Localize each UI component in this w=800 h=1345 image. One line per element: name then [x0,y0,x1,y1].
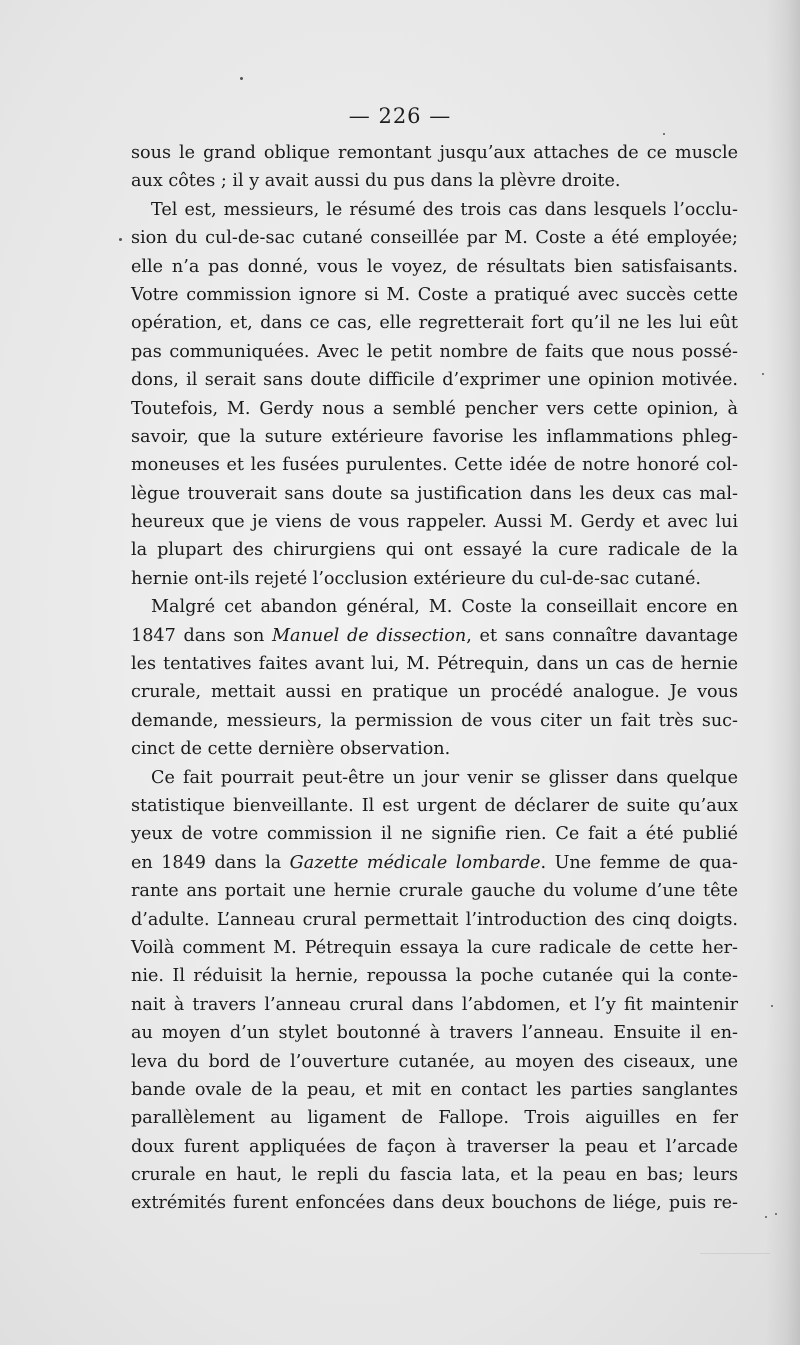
text-line: demande, messieurs, la permission de vous citer un fait très suc- [131,710,738,731]
text-line: la plupart des chirurgiens qui ont essayé la cure radicale de la [131,540,738,561]
ink-speck [765,1216,767,1218]
text-line: moneuses et les fusées purulentes. Cette idée de notre honoré col- [131,455,738,476]
text-line: extrémités furent enfoncées dans deux bouchons de liége, puis re- [131,1193,738,1214]
text-line: Malgré cet abandon général, M. Coste la conseillait encore en [151,597,738,618]
text-line: yeux de votre commission il ne signifie rien. Ce fait a été publié [131,824,738,845]
text-line: hernie ont-ils rejeté l’occlusion extérieure du cul-de-sac cutané. [131,568,701,589]
ink-speck [762,373,764,375]
text-line: statistique bienveillante. Il est urgent de déclarer de suite qu’aux [131,795,738,816]
text-line: nait à travers l’anneau crural dans l’abdomen, et l’y fit maintenir [131,994,738,1015]
ink-speck [775,1213,777,1215]
page-edge-shadow [766,0,800,1345]
body-text [131,139,738,1218]
text-line: sous le grand oblique remontant jusqu’aux attaches de ce muscle [131,143,738,163]
text-line-part: . Une femme de qua- [540,852,738,873]
text-line: Toutefois, M. Gerdy nous a semblé pencher vers cette opinion, à [131,398,738,419]
text-line: heureux que je viens de vous rappeler. Aussi M. Gerdy et avec lui [131,512,738,533]
text-line: cinct de cette dernière observation. [131,739,451,760]
text-line-part: 1847 dans son [131,625,273,646]
text-line: Votre commission ignore si M. Coste a pratiqué avec succès cette [131,284,738,305]
text-line-part: , et sans connaître davantage [466,625,738,646]
text-line: rante ans portait une hernie crurale gauche du volume d’une tête [131,881,738,902]
text-line: leva du bord de l’ouverture cutanée, au moyen des ciseaux, une [131,1051,738,1072]
text-line [131,849,738,877]
text-line: crurale en haut, le repli du fascia lata, et la peau en bas; leurs [131,1165,738,1186]
ink-speck [240,77,243,80]
text-line: Ce fait pourrait peut-être un jour venir se glisser dans quelque [151,767,738,788]
text-line: Tel est, messieurs, le résumé des trois cas dans lesquels l’occlu- [151,199,738,220]
ink-speck [663,133,665,135]
page-number: — 226 — [348,104,452,128]
text-line-part: en 1849 dans la [131,852,290,873]
text-line: doux furent appliquées de façon à traverser la peau et l’arcade [131,1136,738,1157]
text-line: elle n’a pas donné, vous le voyez, de résultats bien satisfaisants. [131,256,738,277]
text-line: Voilà comment M. Pétrequin essaya la cure radicale de cette her- [131,937,738,958]
text-line: d’adulte. L’anneau crural permettait l’introduction des cinq doigts. [131,909,738,930]
text-line: les tentatives faites avant lui, M. Pétrequin, dans un cas de hernie [131,654,738,675]
text-line: au moyen d’un stylet boutonné à travers l’anneau. Ensuite il en- [131,1023,738,1044]
italic-title: Manuel de dissection [272,625,467,646]
ink-speck [771,1005,773,1007]
text-line: aux côtes ; il y avait aussi du pus dans la plèvre droite. [131,171,621,192]
text-line: sion du cul-de-sac cutané conseillée par M. Coste a été employée; [131,228,738,249]
ink-speck [119,238,122,241]
faint-rule [700,1253,770,1254]
text-line: lègue trouverait sans doute sa justification dans les deux cas mal- [131,483,738,504]
italic-title: Gazette médicale lombarde [289,852,541,873]
text-line: crurale, mettait aussi en pratique un procédé analogue. Je vous [131,682,738,703]
text-line: parallèlement au ligament de Fallope. Trois aiguilles en fer [131,1108,738,1129]
text-line: pas communiquées. Avec le petit nombre de faits que nous possé- [131,341,738,362]
text-line: dons, il serait sans doute difficile d’exprimer une opinion motivée. [131,370,738,391]
text-line: opération, et, dans ce cas, elle regretterait fort qu’il ne les lui eût [131,313,738,334]
text-line: savoir, que la suture extérieure favorise les inflammations phleg- [131,426,738,447]
text-line: nie. Il réduisit la hernie, repoussa la poche cutanée qui la conte- [131,966,738,987]
text-line: bande ovale de la peau, et mit en contact les parties sanglantes [131,1079,738,1100]
text-line [131,622,738,650]
